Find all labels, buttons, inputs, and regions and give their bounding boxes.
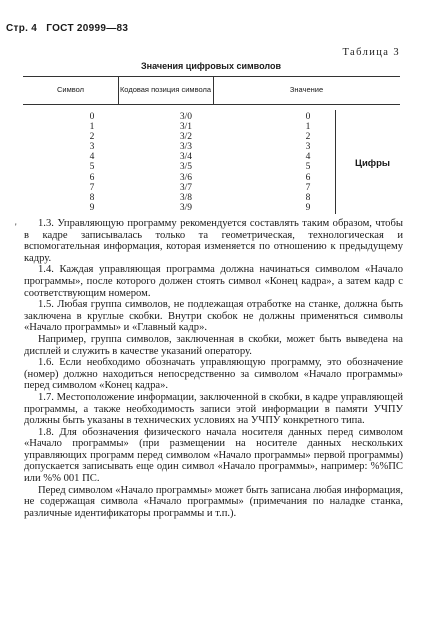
table-cell: 7 — [305, 182, 311, 193]
column-header-value: Значение — [289, 85, 324, 94]
table-cell: 3/4 — [179, 152, 193, 163]
table-cell: 3/0 — [179, 112, 193, 122]
table-cell: 8 — [89, 192, 95, 203]
table-cell: 3 — [89, 142, 95, 153]
digit-symbols-table — [23, 76, 400, 218]
paragraph-1-7: 1.7. Местоположение информации, заключенной в скобки, в кадре управляющей программы, а также необходимость записи этой информации в памяти УЧПУ должны быть указаны в технических условиях на УЧПУ конкретного типа. — [24, 391, 403, 427]
table-cell: 2 — [89, 132, 95, 143]
column-header-code: Кодовая позиция символа — [119, 85, 212, 94]
standard-number: ГОСТ 20999—83 — [46, 23, 129, 34]
paragraph-1-3: 1.3. Управляющую программу рекомендуется составлять таким образом, чтобы в кадре записывалась только та геометрическая, технологическая и вспомогательная информация, которая изменяется по отношению к предыдущему кадру. — [24, 218, 403, 264]
table-cell: 4 — [89, 152, 95, 163]
body-text — [24, 218, 403, 519]
table-cell: 3/7 — [179, 182, 193, 193]
value-column — [293, 112, 323, 213]
table-cell: 9 — [89, 202, 95, 213]
table-cell: 3/8 — [179, 192, 193, 203]
table-cell: 5 — [305, 162, 311, 173]
table-cell: 2 — [305, 132, 311, 143]
table-cell: 1 — [89, 122, 95, 133]
table-top-rule — [23, 76, 400, 77]
paragraph-example: Например, группа символов, заключенная в скобки, может быть выведена на дисплей и служить в качестве указаний оператору. — [24, 333, 403, 357]
table-cell: 3/2 — [179, 132, 193, 143]
table-cell: 9 — [305, 202, 311, 213]
table-cell: 3/6 — [179, 172, 193, 183]
table-cell: 0 — [305, 112, 311, 122]
table-cell: 0 — [89, 112, 95, 122]
symbol-column — [77, 112, 107, 213]
page-label: Стр. 4 — [6, 23, 38, 34]
table-cell: 3/1 — [179, 122, 193, 133]
table-cell: 6 — [89, 172, 95, 183]
table-cell: 3 — [305, 142, 311, 153]
paragraph-1-8: 1.8. Для обозначения физического начала носителя данных перед символом «Начало программы» (при размещении на носителе данных нескольких управляющих программ перед символом «Начало программы» первой программы) допускается записывать еще один символ «Начало программы», например: %%ПС или %% 001 ПС. — [24, 426, 403, 485]
paragraph-1-6: 1.6. Если необходимо обозначать управляющую программу, это обозначение (номер) должно находиться непосредственно за символом «Начало программы» перед символом «Конец кадра». — [24, 357, 403, 392]
table-header-rule — [23, 104, 400, 105]
table-cell: 4 — [305, 152, 311, 163]
table-cell: 6 — [305, 172, 311, 183]
table-cell: 3/3 — [179, 142, 193, 153]
code-column — [166, 112, 206, 213]
table-cell: 5 — [89, 162, 95, 173]
meaning-label: Цифры — [355, 158, 391, 169]
grouping-bracket — [335, 110, 340, 214]
table-cell: 3/9 — [179, 202, 193, 213]
margin-mark: ' — [15, 222, 17, 232]
table-cell: 8 — [305, 192, 311, 203]
paragraph-1-5: 1.5. Любая группа символов, не подлежащая отработке на станке, должна быть заключена в круглые скобки. Внутри скобок не должны применяться символы «Начало программы» и «Главный кадр». — [24, 299, 403, 334]
table-cell: 7 — [89, 182, 95, 193]
paragraph-1-4: 1.4. Каждая управляющая программа должна начинаться символом «Начало программы», после которого должен стоять символ «Конец кадра», а затем кадр с соответствующим номером. — [24, 264, 403, 299]
running-header — [6, 23, 134, 34]
table-cell: 1 — [305, 122, 311, 133]
table-cell: 3/5 — [179, 162, 193, 173]
column-header-symbol: Символ — [56, 85, 85, 94]
table-title: Значения цифровых символов — [141, 61, 281, 71]
table-number: Таблица 3 — [342, 47, 400, 58]
paragraph-note: Перед символом «Начало программы» может быть записана любая информация, не содержащая символа «Начало программы» (примечания по наладке станка, различные идентификаторы программы и т.п.). — [24, 484, 403, 519]
